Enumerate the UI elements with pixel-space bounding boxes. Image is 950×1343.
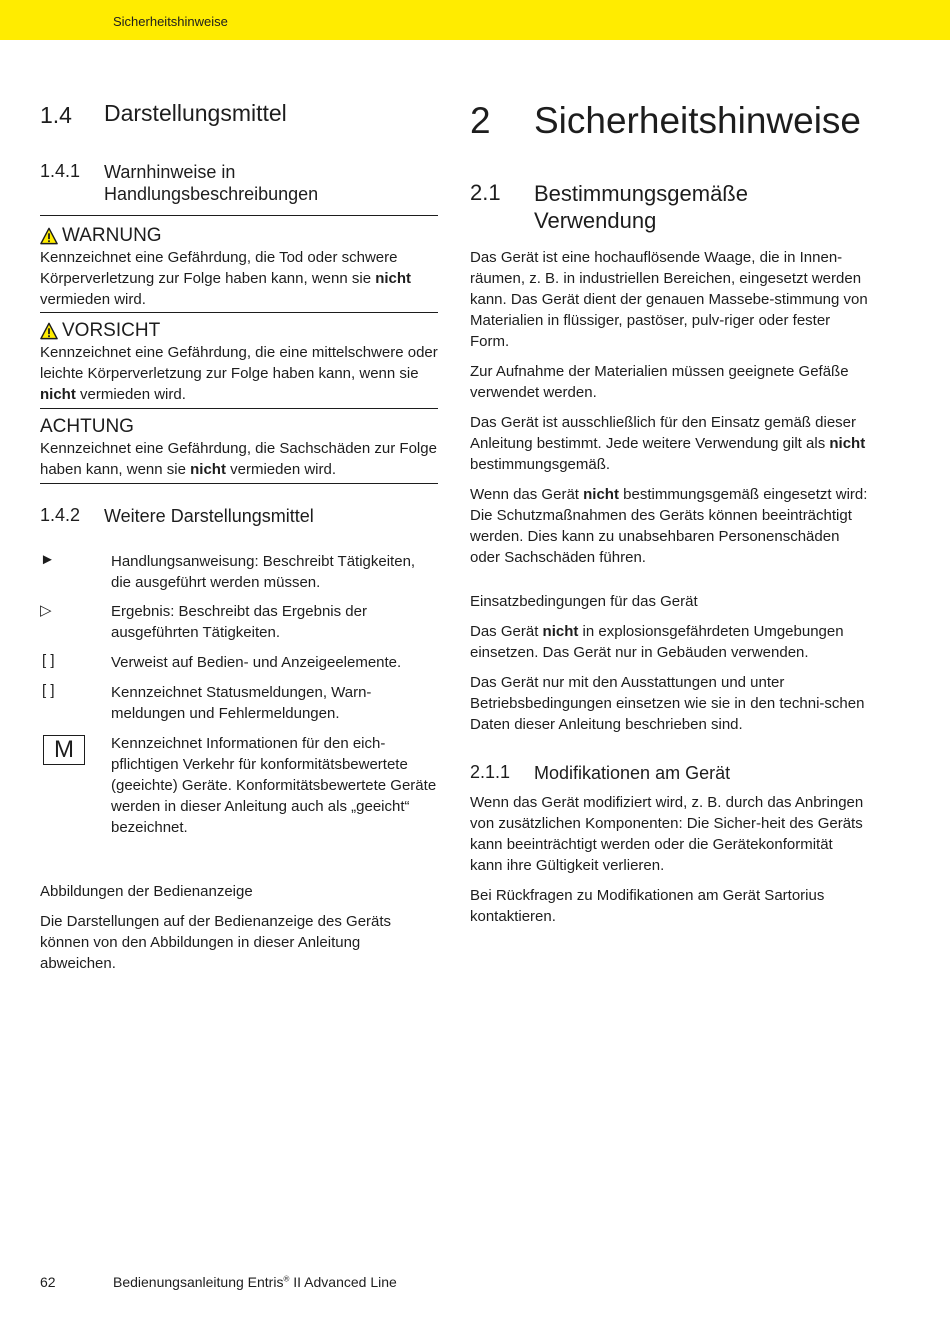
modifikationen-body xyxy=(470,792,868,927)
section-title-line1: Bestimmungsgemäße xyxy=(534,181,748,206)
running-title: Sicherheitshinweise xyxy=(113,14,228,29)
section-title: Darstellungsmittel xyxy=(104,100,287,126)
document-title: Bedienungsanleitung Entris® II Advanced Line xyxy=(113,1274,397,1290)
symbol-description: Kennzeichnet Informationen für den eich-pflichtigen Verkehr für konformitätsbewertete (geeichte) Geräte. Konformitätsbewertete Geräte werden in dieser Anleitung auch als „geeicht“ bezeichnet. xyxy=(111,735,437,836)
symbol-description: Verweist auf Bedien- und Anzeigeelemente. xyxy=(111,654,402,671)
symbol-row xyxy=(40,733,438,843)
paragraph: Wenn das Gerät nicht bestimmungsgemäß eingesetzt wird: Die Schutzmaßnahmen des Geräts können beeinträchtigt werden. Dies kann zu unabsehbaren Personenschäden oder Sachschäden führen. xyxy=(470,486,868,566)
paragraph: Zur Aufnahme der Materialien müssen geeignete Gefäße verwendet werden. xyxy=(470,363,849,401)
header-bar xyxy=(0,0,950,40)
symbol-row xyxy=(40,551,438,601)
section-number: 1.4 xyxy=(40,102,72,128)
legal-metrology-m-icon: M xyxy=(43,735,85,765)
subsection-title: Weitere Darstellungsmittel xyxy=(104,506,314,526)
divider xyxy=(40,483,438,484)
paragraph: Das Gerät nicht in explosionsgefährdeten Umgebungen einsetzen. Das Gerät nur in Gebäuden verwenden. xyxy=(470,623,844,661)
warnung-signal xyxy=(40,225,438,247)
achtung-label: ACHTUNG xyxy=(40,416,134,437)
warnung-label: WARNUNG xyxy=(62,225,162,246)
chapter-heading xyxy=(470,100,870,146)
subsection-number: 1.4.1 xyxy=(40,161,81,181)
symbol-description: Ergebnis: Beschreibt das Ergebnis der ausgeführten Tätigkeiten. xyxy=(111,603,367,641)
vorsicht-label: VORSICHT xyxy=(62,320,161,341)
abbildungen-block xyxy=(40,881,438,974)
abbildungen-text: Die Darstellungen auf der Bedienanzeige des Geräts können von den Abbildungen in dieser Anleitung abweichen. xyxy=(40,913,392,972)
symbol-description: Handlungsanweisung: Beschreibt Tätigkeiten, die ausgeführt werden müssen. xyxy=(111,553,416,591)
einsatz-block xyxy=(470,591,870,735)
divider xyxy=(40,408,438,409)
abbildungen-heading: Abbildungen der Bedienanzeige xyxy=(40,883,253,900)
chapter-title: Sicherheitshinweise xyxy=(534,100,862,141)
subsection-title-line1: Warnhinweise in xyxy=(104,162,236,182)
paragraph: Das Gerät ist ausschließlich für den Einsatz gemäß dieser Anleitung bestimmt. Jede weitere Verwendung gilt als nicht bestimmungsgemäß. xyxy=(470,414,866,473)
subsection-number: 2.1.1 xyxy=(470,762,511,782)
symbol-row xyxy=(40,652,438,677)
symbol-description: Kennzeichnet Statusmeldungen, Warn-meldungen und Fehlermeldungen. xyxy=(111,684,372,722)
warning-triangle-icon xyxy=(40,322,58,340)
brackets-icon: [ ] xyxy=(42,682,55,699)
section-2-1-heading xyxy=(470,180,870,238)
brackets-icon: [ ] xyxy=(42,652,55,669)
subsection-number: 1.4.2 xyxy=(40,505,81,525)
symbol-row xyxy=(40,601,438,651)
verwendung-body xyxy=(470,247,868,568)
achtung-block xyxy=(40,416,438,480)
section-title-line2: Verwendung xyxy=(534,208,657,233)
warnung-block xyxy=(40,225,438,310)
subsection-title-line2: Handlungsbeschreibungen xyxy=(104,184,319,204)
divider xyxy=(40,312,438,313)
symbol-row xyxy=(40,682,438,732)
paragraph: Das Gerät ist eine hochauflösende Waage, die in Innen-räumen, z. B. in industriellen Bereichen, eingesetzt werden kann. Das Gerät dient der genauen Massebe-stimmung von Materialien in flüssiger, pastöser, pulv-riger oder fester Form. xyxy=(470,249,868,350)
section-number: 2.1 xyxy=(470,180,501,205)
einsatz-heading: Einsatzbedingungen für das Gerät xyxy=(470,593,698,610)
vorsicht-block xyxy=(40,320,438,405)
action-arrow-icon: ► xyxy=(40,551,55,568)
warning-triangle-icon xyxy=(40,227,58,245)
paragraph: Wenn das Gerät modifiziert wird, z. B. durch das Anbringen von zusätzlichen Komponenten: Die Sicher-heit des Geräts kann beeinträchtigt werden oder die Gerätekonformität kann ihre Gültigkeit verlieren. xyxy=(470,794,864,874)
page-number: 62 xyxy=(40,1274,56,1290)
achtung-text: Kennzeichnet eine Gefährdung, die Sachschäden zur Folge haben kann, wenn sie nicht vermieden wird. xyxy=(40,440,437,478)
paragraph: Das Gerät nur mit den Ausstattungen und unter Betriebsbedingungen einsetzen wie sie in den techni-schen Daten dieser Anleitung beschrieben sind. xyxy=(470,674,865,733)
divider xyxy=(40,215,438,216)
vorsicht-text: Kennzeichnet eine Gefährdung, die eine mittelschwere oder leichte Körperverletzung zur Folge haben kann, wenn sie nicht vermieden wird. xyxy=(40,344,438,403)
vorsicht-signal xyxy=(40,320,438,342)
warnung-text: Kennzeichnet eine Gefährdung, die Tod oder schwere Körperverletzung zur Folge haben kann, wenn sie nicht vermieden wird. xyxy=(40,249,412,308)
subsection-title: Modifikationen am Gerät xyxy=(534,763,731,783)
paragraph: Bei Rückfragen zu Modifikationen am Gerät Sartorius kontaktieren. xyxy=(470,887,825,925)
result-arrow-icon: ▷ xyxy=(40,602,52,619)
chapter-number: 2 xyxy=(470,100,491,141)
